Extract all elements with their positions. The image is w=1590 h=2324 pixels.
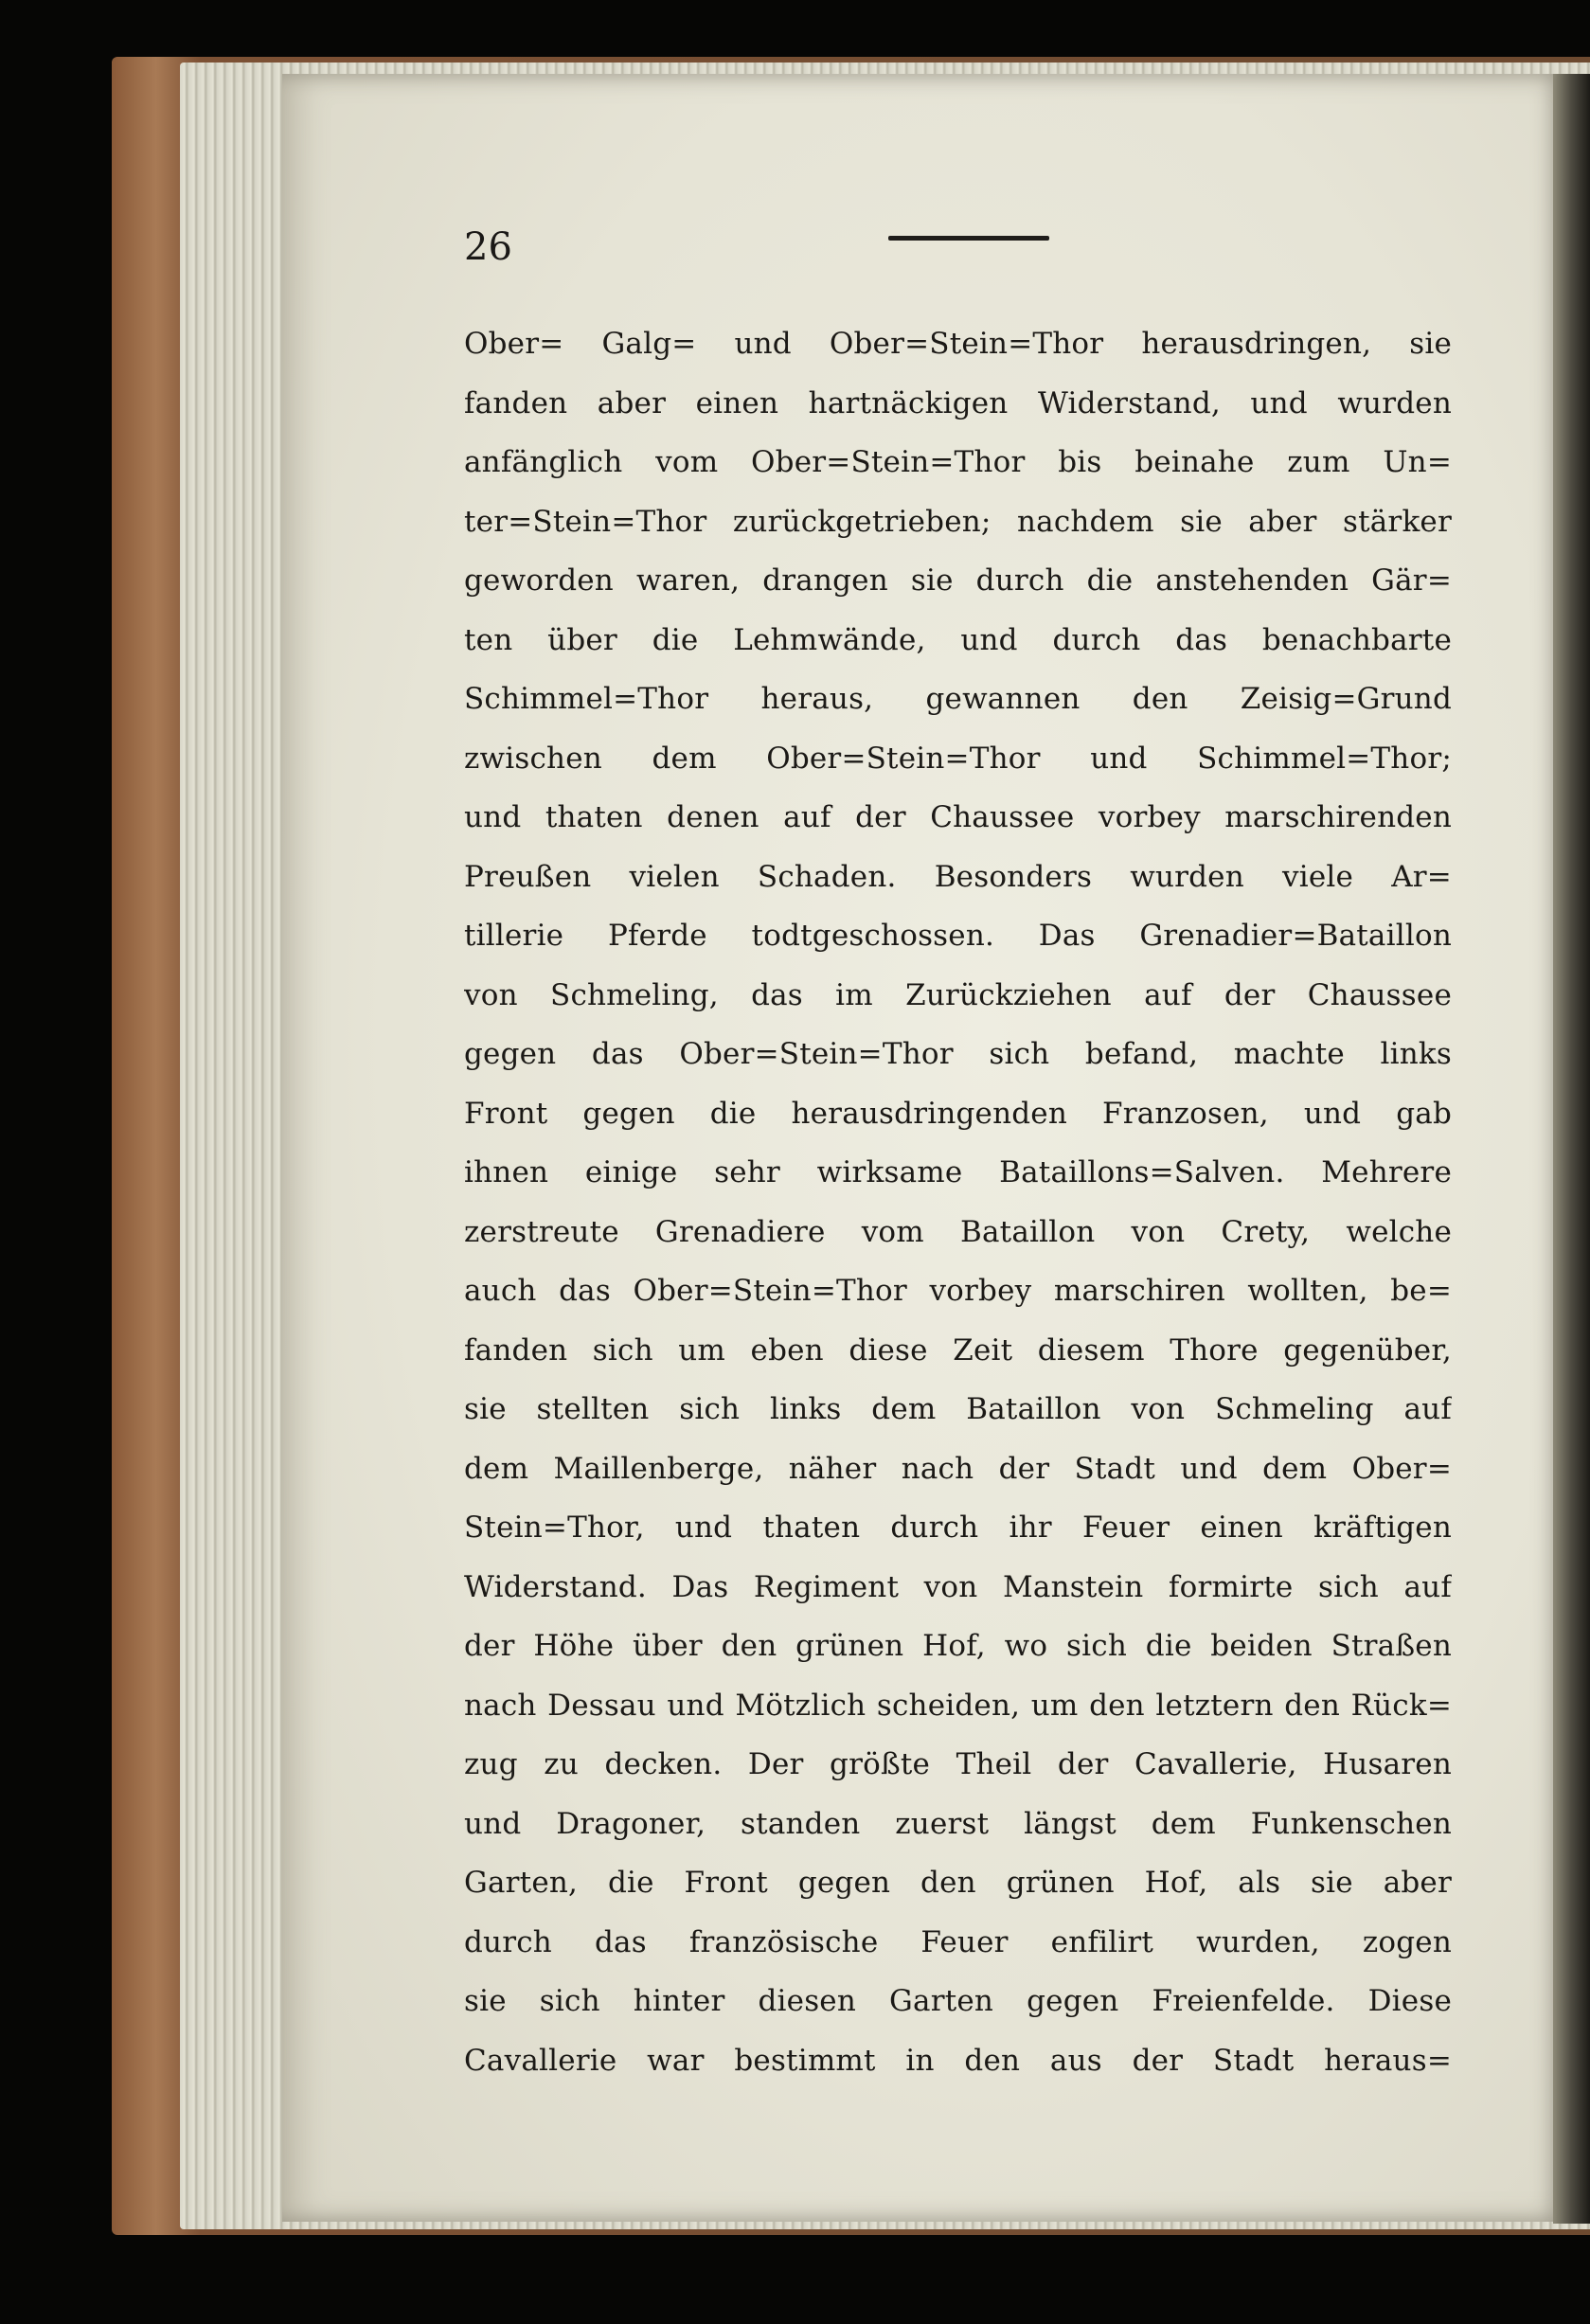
body-text: [464, 314, 1452, 2090]
text-line: der Höhe über den grünen Hof, wo sich die beiden Straßen: [464, 1629, 1452, 1663]
text-line: und Dragoner, standen zuerst längst dem Funkenschen: [464, 1806, 1452, 1841]
text-line: geworden waren, drangen sie durch die anstehenden Gär=: [464, 563, 1452, 598]
header-rule: [888, 236, 1049, 241]
text-line: dem Maillenberge, näher nach der Stadt und dem Ober=: [464, 1451, 1452, 1486]
text-line: ter=Stein=Thor zurückgetrieben; nachdem sie aber stärker: [464, 504, 1452, 539]
text-line: auch das Ober=Stein=Thor vorbey marschiren wollten, be=: [464, 1274, 1452, 1308]
text-line: ihnen einige sehr wirksame Bataillons=Salven. Mehrere: [464, 1155, 1452, 1189]
text-line: zug zu decken. Der größte Theil der Cavallerie, Husaren: [464, 1747, 1452, 1781]
text-line: nach Dessau und Mötzlich scheiden, um den letztern den Rück=: [464, 1688, 1452, 1723]
text-line: fanden sich um eben diese Zeit diesem Thore gegenüber,: [464, 1332, 1452, 1368]
text-line: Widerstand. Das Regiment von Manstein formirte sich auf: [464, 1569, 1452, 1604]
text-line: Ober= Galg= und Ober=Stein=Thor herausdringen, sie: [464, 327, 1452, 361]
text-line: ten über die Lehmwände, und durch das benachbarte: [464, 622, 1452, 657]
text-line: anfänglich vom Ober=Stein=Thor bis beinahe zum Un=: [464, 445, 1452, 479]
text-line: von Schmeling, das im Zurückziehen auf der Chaussee: [464, 977, 1452, 1012]
text-line: Preußen vielen Schaden. Besonders wurden viele Ar=: [464, 859, 1452, 894]
text-line: gegen das Ober=Stein=Thor sich befand, machte links: [464, 1037, 1452, 1071]
text-line: und thaten denen auf der Chaussee vorbey marschirenden: [464, 800, 1452, 834]
text-line: Garten, die Front gegen den grünen Hof, als sie aber: [464, 1866, 1452, 1900]
text-line: zwischen dem Ober=Stein=Thor und Schimmel=Thor;: [464, 741, 1452, 776]
text-line: Cavallerie war bestimmt in den aus der Stadt heraus=: [464, 2043, 1452, 2078]
text-line: sie stellten sich links dem Bataillon von Schmeling auf: [464, 1392, 1452, 1426]
text-line: Stein=Thor, und thaten durch ihr Feuer einen kräftigen: [464, 1511, 1452, 1545]
text-line: tillerie Pferde todtgeschossen. Das Grenadier=Bataillon: [464, 919, 1452, 953]
text-line: sie sich hinter diesen Garten gegen Freienfelde. Diese: [464, 1984, 1452, 2018]
text-line: durch das französische Feuer enfilirt wurden, zogen: [464, 1924, 1452, 1959]
text-line: Schimmel=Thor heraus, gewannen den Zeisig=Grund: [464, 682, 1452, 716]
text-line: zerstreute Grenadiere vom Bataillon von Crety, welche: [464, 1214, 1452, 1249]
text-line: Front gegen die herausdringenden Franzosen, und gab: [464, 1096, 1452, 1131]
page-number: 26: [464, 225, 512, 269]
text-line: fanden aber einen hartnäckigen Widerstand, und wurden: [464, 385, 1452, 420]
book-gutter: [1553, 74, 1590, 2224]
